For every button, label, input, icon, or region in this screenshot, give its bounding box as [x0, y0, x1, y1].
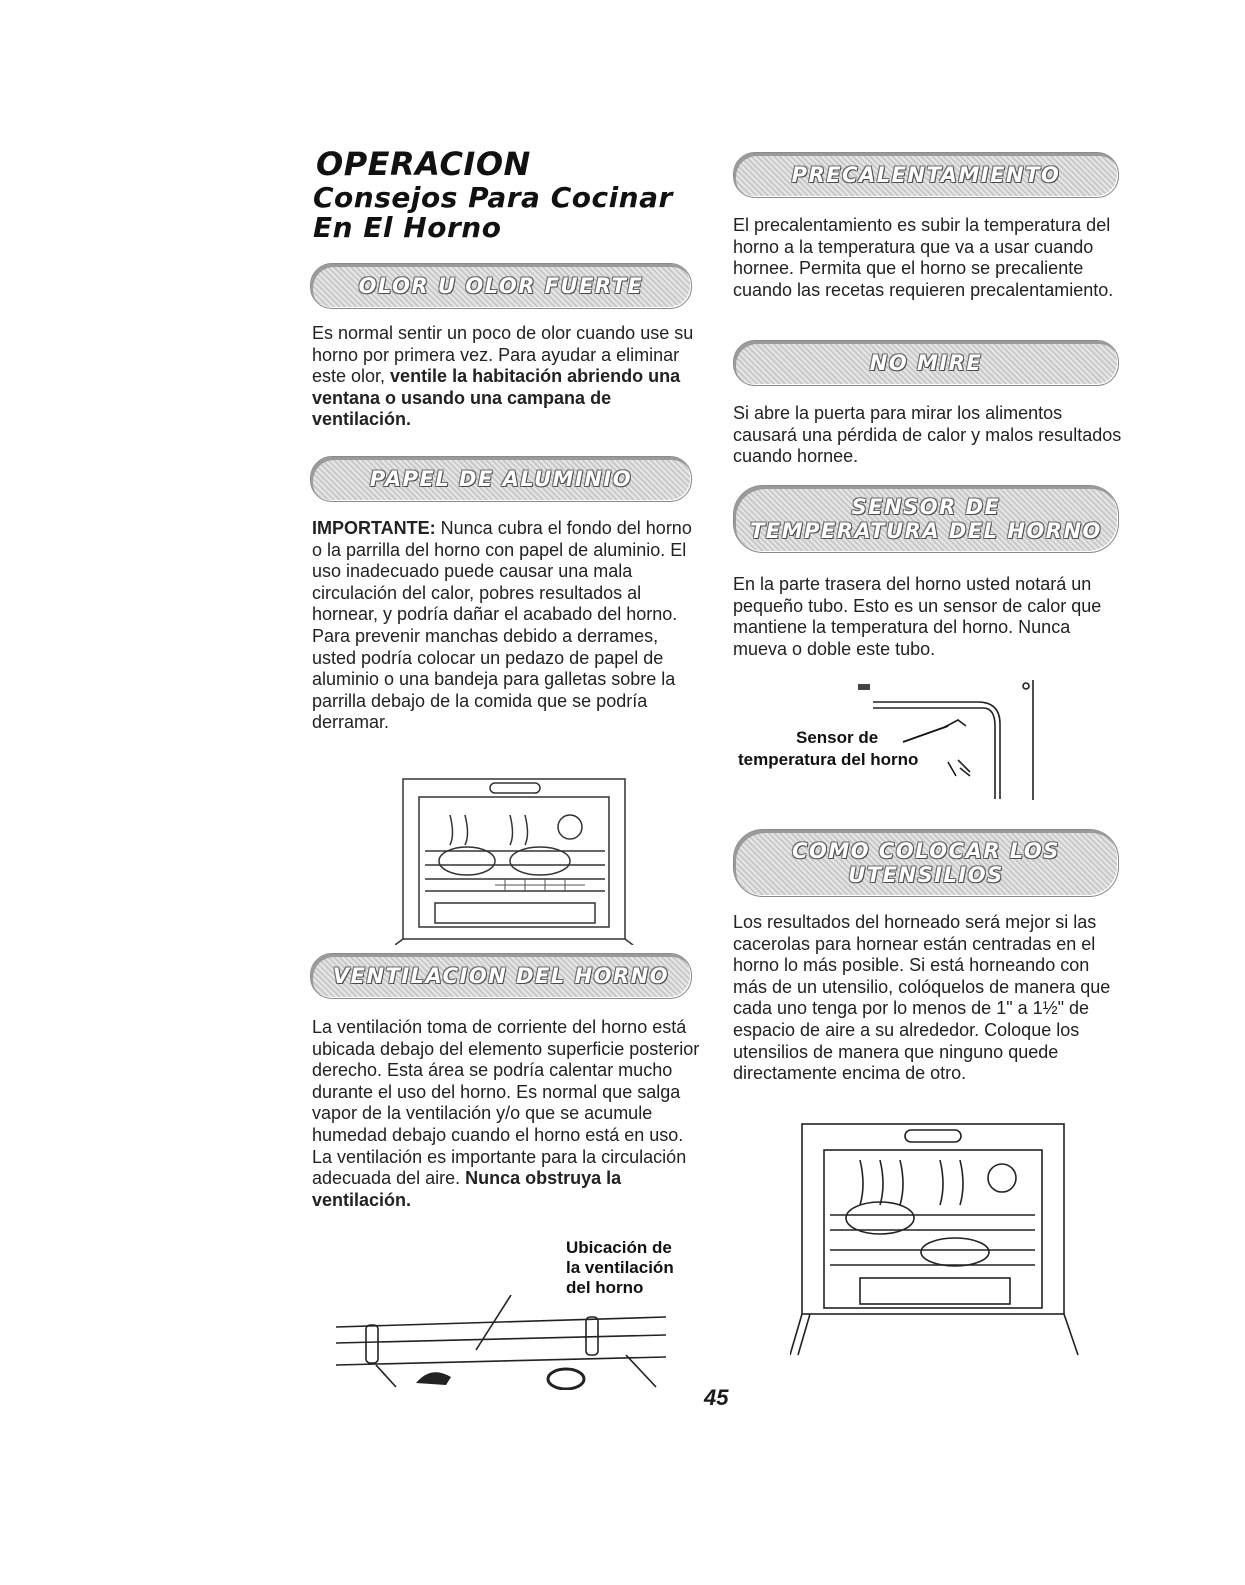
section-heading-precalentamiento: PRECALENTAMIENTO	[733, 152, 1119, 198]
section-heading-nomire: NO MIRE	[733, 340, 1119, 386]
olor-paragraph: Es normal sentir un poco de olor cuando use su horno por primera vez. Para ayudar a eliminar este olor, ventile la habitación abriendo una ventana o usando una campana de ventilación.	[312, 323, 694, 430]
section-heading-sensor: SENSOR DE TEMPERATURA DEL HORNO	[733, 485, 1119, 553]
utensilios-paragraph: Los resultados del horneado será mejor si las cacerolas para hornear están centradas en el horno lo más posible. Si está horneando con más de un utensilio, colóquelos de manera que cada uno tenga por lo menos de 1" a 1½" de espacio de aire a su alrededor. Coloque los utensilios de manera que ninguno quede directamente encima de otro.	[733, 912, 1111, 1084]
oven-rack-illustration-right	[790, 1120, 1080, 1360]
page-number: 45	[704, 1385, 729, 1410]
section-heading-utensilios: COMO COLOCAR LOS UTENSILIOS	[733, 829, 1119, 897]
section-heading-ventilacion: VENTILACION DEL HORNO	[310, 953, 692, 999]
sensor-paragraph: En la parte trasera del horno usted notará un pequeño tubo. Esto es un sensor de calor que mantiene la temperatura del horno. Nunca mueva o doble este tubo.	[733, 574, 1102, 659]
papel-paragraph: IMPORTANTE: Nunca cubra el fondo del horno o la parrilla del horno con papel de aluminio. El uso inadecuado puede causar una mala circulación del calor, pobres resultados al hornear, y podría dañar el acabado del horno. Para prevenir manchas debido a derrames, usted podría colocar un pedazo de papel de aluminio o una bandeja para galletas sobre la parrilla debajo de la comida que se podría derramar.	[312, 518, 692, 733]
section-heading-papel: PAPEL DE ALUMINIO	[310, 456, 692, 502]
oven-vent-illustration	[336, 1295, 666, 1390]
page-title: OPERACION	[316, 145, 531, 183]
sensor-callout-line-2: temperatura del horno	[738, 750, 919, 769]
vent-location-callout: Ubicación de la ventilación del horno	[566, 1238, 674, 1297]
subtitle-line-1: Consejos Para Cocinar	[313, 181, 673, 214]
ventilacion-paragraph: La ventilación toma de corriente del horno está ubicada debajo del elemento superficie posterior derecho. Esta área se podría calentar mucho durante el uso del horno. Es normal que salga vapor de la ventilación y/o que se acumule humedad debajo cuando el horno está en uso. La ventilación es importante para la circulación adecuada del aire. Nunca obstruya la ventilación.	[312, 1017, 700, 1210]
nomire-paragraph: Si abre la puerta para mirar los alimentos causará una pérdida de calor y malos resultados cuando hornee.	[733, 403, 1122, 467]
section-heading-olor: OLOR U OLOR FUERTE	[310, 263, 692, 309]
oven-rack-illustration-left	[395, 775, 635, 945]
subtitle-line-2: En El Horno	[313, 211, 502, 244]
sensor-callout-line-1: Sensor de	[796, 728, 879, 747]
precalentamiento-paragraph: El precalentamiento es subir la temperatura del horno a la temperatura que va a usar cuando hornee. Permita que el horno se precaliente cuando las recetas requieren precalentamiento.	[733, 215, 1114, 300]
page-subtitle	[313, 183, 673, 243]
